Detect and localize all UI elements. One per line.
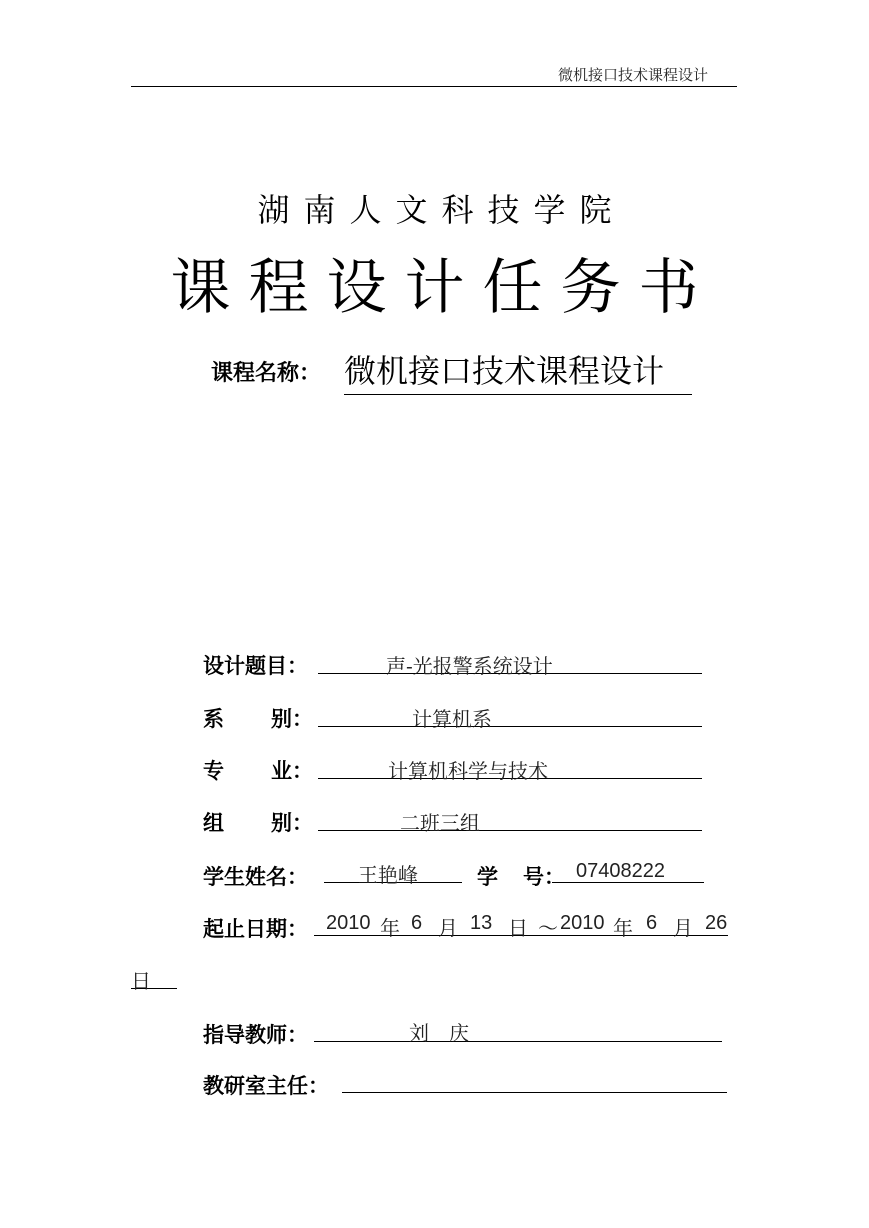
director-underline <box>342 1068 727 1093</box>
start-day: 13 <box>470 912 493 934</box>
group-label-char2: 别： <box>271 811 313 835</box>
university-name: 湖南人文科技学院 <box>257 191 626 229</box>
start-year: 2010 <box>326 912 371 934</box>
end-month: 6 <box>646 912 658 934</box>
end-year-unit: 年 <box>613 916 633 940</box>
end-month-unit: 月 <box>673 916 693 940</box>
department-label-char1: 系 <box>203 707 224 731</box>
major-value: 计算机科学与技术 <box>388 759 548 783</box>
student-name-value: 王艳峰 <box>358 863 418 887</box>
department-underline <box>318 702 702 727</box>
advisor-underline <box>314 1017 722 1042</box>
student-id-label-char1: 学 <box>477 865 498 889</box>
start-month-unit: 月 <box>438 916 458 940</box>
course-name-value: 微机接口技术课程设计 <box>344 346 692 395</box>
end-day-unit: 日 <box>131 969 151 993</box>
advisor-value: 刘 庆 <box>409 1021 469 1045</box>
department-value: 计算机系 <box>412 707 492 731</box>
course-name-label: 课程名称： <box>211 361 322 386</box>
start-month: 6 <box>411 912 423 934</box>
student-name-label: 学生姓名： <box>203 865 308 889</box>
end-day: 26 <box>705 912 728 934</box>
topic-value: 声-光报警系统设计 <box>386 654 553 678</box>
director-label: 教研室主任： <box>203 1074 329 1098</box>
group-underline <box>318 806 702 831</box>
document-title: 课程设计任务书 <box>170 253 717 323</box>
student-id-label-char2: 号： <box>523 865 565 889</box>
dates-label: 起止日期： <box>203 917 308 941</box>
student-id-value: 07408222 <box>576 860 665 882</box>
department-label-char2: 别： <box>271 707 313 731</box>
group-label-char1: 组 <box>203 811 224 835</box>
topic-label: 设计题目： <box>203 654 308 678</box>
header-rule <box>131 86 737 87</box>
group-value: 二班三组 <box>400 811 480 835</box>
major-label-char1: 专 <box>203 759 224 783</box>
end-year: 2010 <box>560 912 605 934</box>
major-label-char2: 业： <box>271 759 313 783</box>
date-range-tilde: ～ <box>538 916 558 940</box>
running-header: 微机接口技术课程设计 <box>558 66 709 84</box>
advisor-label: 指导教师： <box>203 1023 308 1047</box>
start-year-unit: 年 <box>380 916 400 940</box>
start-day-unit: 日 <box>508 916 528 940</box>
